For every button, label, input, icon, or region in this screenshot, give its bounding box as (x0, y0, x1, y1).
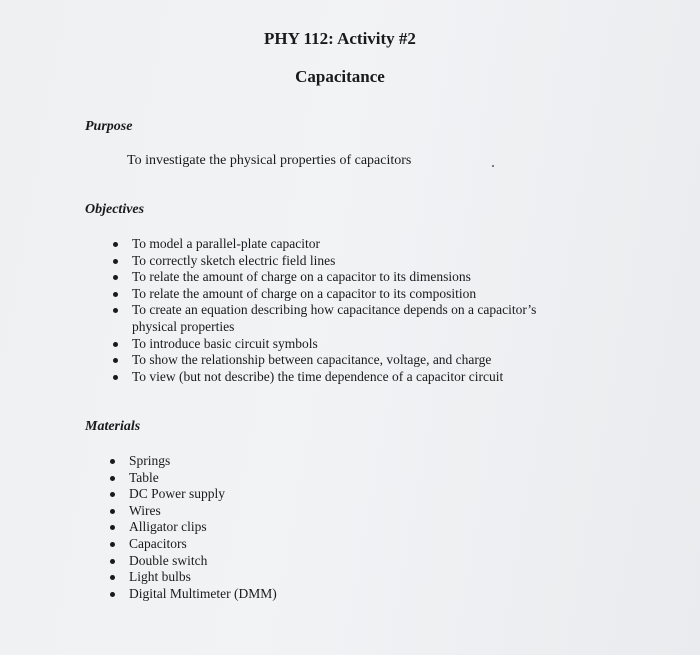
bullet-icon (113, 342, 118, 347)
bullet-icon (110, 542, 115, 547)
list-item-text: physical properties (132, 318, 235, 334)
list-item (132, 336, 572, 353)
bullet-icon (113, 308, 118, 313)
list-item (129, 486, 429, 503)
list-item (132, 352, 572, 369)
list-item (129, 453, 429, 470)
list-item (132, 236, 572, 253)
list-item-text: To correctly sketch electric field lines (132, 252, 336, 268)
list-item (132, 302, 572, 319)
list-item-text: Light bulbs (129, 569, 191, 585)
objectives-list (132, 236, 572, 385)
list-item-text: To relate the amount of charge on a capacitor to its composition (132, 285, 477, 301)
bullet-icon (113, 242, 118, 247)
bullet-icon (110, 575, 115, 580)
list-item (129, 569, 429, 586)
list-item (129, 470, 429, 487)
list-item-text: To view (but not describe) the time dependence of a capacitor circuit (132, 368, 504, 384)
bullet-icon (110, 559, 115, 564)
list-item-text: Table (129, 469, 159, 485)
list-item-text: To relate the amount of charge on a capacitor to its dimensions (132, 269, 471, 285)
list-item (132, 253, 572, 270)
list-item-text: Wires (129, 502, 161, 518)
purpose-heading: Purpose (85, 119, 133, 134)
bullet-icon (113, 259, 118, 264)
dust-speck (492, 165, 494, 167)
bullet-icon (110, 592, 115, 597)
list-item (132, 269, 572, 286)
list-item (129, 503, 429, 520)
document-subtitle: Capacitance (295, 67, 385, 86)
bullet-icon (110, 459, 115, 464)
bullet-icon (110, 492, 115, 497)
list-item (129, 536, 429, 553)
list-item-text: To introduce basic circuit symbols (132, 335, 318, 351)
objectives-heading: Objectives (85, 202, 145, 217)
list-item-text: Double switch (129, 552, 208, 568)
bullet-icon (110, 525, 115, 530)
list-item-text: Alligator clips (129, 519, 207, 535)
list-item (129, 553, 429, 570)
list-item-text: Springs (129, 453, 171, 468)
document-title: PHY 112: Activity #2 (264, 29, 416, 48)
list-item-continuation (132, 319, 572, 336)
list-item-text: To model a parallel-plate capacitor (132, 236, 320, 251)
list-item-text: DC Power supply (129, 486, 226, 502)
materials-heading: Materials (85, 419, 141, 434)
list-item-text: To create an equation describing how capacitance depends on a capacitor’s (132, 302, 537, 318)
bullet-icon (113, 275, 118, 280)
bullet-icon (113, 375, 118, 380)
bullet-icon (113, 358, 118, 363)
list-item (132, 286, 572, 303)
purpose-text: To investigate the physical properties of capacitors (127, 153, 412, 168)
bullet-icon (110, 476, 115, 481)
materials-list (129, 453, 429, 602)
list-item (132, 369, 572, 386)
bullet-icon (110, 509, 115, 514)
list-item (129, 519, 429, 536)
list-item-text: Digital Multimeter (DMM) (129, 585, 277, 601)
bullet-icon (113, 292, 118, 297)
list-item-text: Capacitors (129, 535, 187, 551)
list-item-text: To show the relationship between capacitance, voltage, and charge (132, 352, 492, 368)
list-item (129, 586, 429, 603)
